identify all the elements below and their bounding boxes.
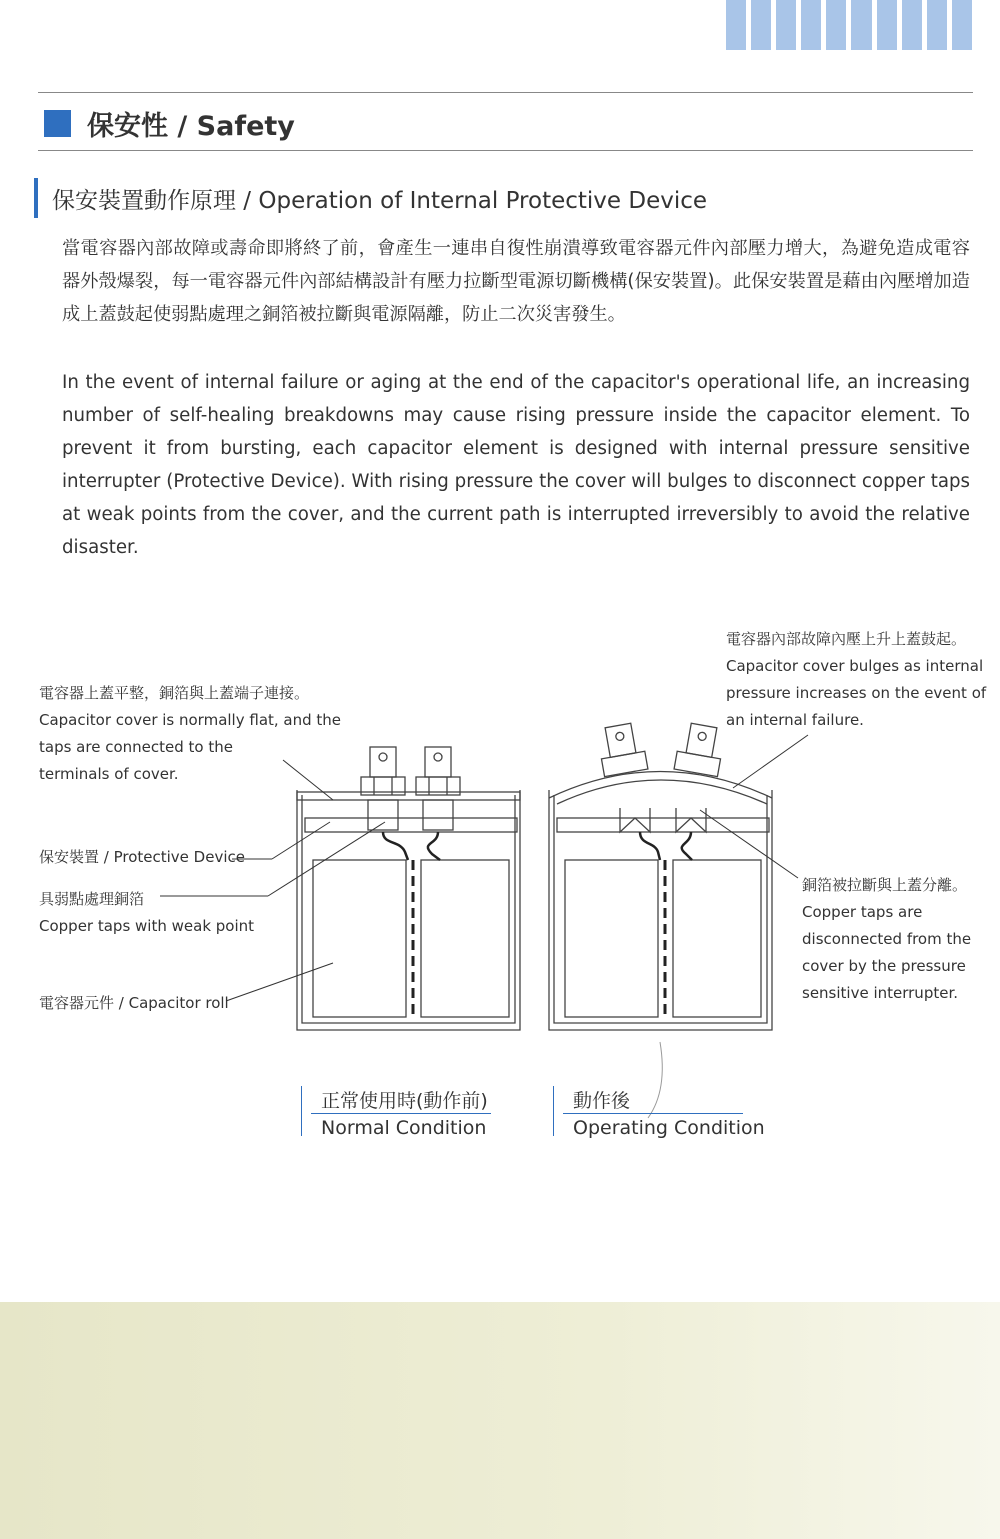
note-bulge-cover (726, 626, 986, 734)
paragraph-chinese: 當電容器內部故障或壽命即將終了前，會產生一連串自復性崩潰導致電容器元件內部壓力增大，為避免造成電容器外殼爆裂，每一電容器元件內部結構設計有壓力拉斷型電源切斷機構(保安裝置)。此保安裝置是藉由內壓增加造成上蓋鼓起使弱點處理之銅箔被拉斷與電源隔離，防止二次災害發生。 (62, 238, 970, 325)
label-protective-device: 保安裝置 / Protective Device (39, 848, 245, 866)
note-disconnected-en-3: cover by the pressure (802, 957, 966, 975)
section-title: 保安性 / Safety (87, 111, 295, 142)
note-bulge-cover-en-1: Capacitor cover bulges as internal (726, 657, 984, 675)
caption-operating (553, 1086, 765, 1139)
note-weak-point-zh: 具弱點處理銅箔 (39, 890, 145, 908)
header-stripes (726, 0, 972, 50)
note-disconnected (802, 872, 971, 1007)
blue-square-icon (44, 110, 71, 137)
note-bulge-cover-en-3: an internal failure. (726, 711, 864, 729)
subsection-title: 保安裝置動作原理 / Operation of Internal Protective Device (52, 187, 708, 214)
note-bulge-cover-en-2: pressure increases on the event of (726, 684, 987, 702)
label-capacitor-roll: 電容器元件 / Capacitor roll (39, 994, 229, 1012)
caption-normal-zh: 正常使用時(動作前) (321, 1090, 488, 1112)
note-weak-point-en: Copper taps with weak point (39, 917, 255, 935)
subsection-header (34, 178, 707, 218)
top-rule (38, 92, 973, 93)
section-rule (38, 150, 973, 151)
section-header (44, 104, 295, 143)
note-bulge-cover-zh: 電容器內部故障內壓上升上蓋鼓起。 (726, 630, 967, 648)
note-weak-point (39, 886, 254, 940)
note-disconnected-zh: 銅箔被拉斷與上蓋分離。 (802, 876, 968, 894)
subsection-bar (34, 178, 38, 218)
note-flat-cover-en-1: Capacitor cover is normally flat, and the (39, 711, 342, 729)
note-flat-cover-en-3: terminals of cover. (39, 765, 179, 783)
note-disconnected-en-4: sensitive interrupter. (802, 984, 959, 1002)
note-flat-cover (39, 680, 341, 788)
note-disconnected-en-2: disconnected from the (802, 930, 972, 948)
paragraph-english: In the event of internal failure or aging at the end of the capacitor's operational life, an increasing number of self-healing breakdowns may cause rising pressure inside the capacitor element. To prevent it from bursting, each capacitor element is designed with internal pressure sensitive interrupter (Protective Device). With rising pressure the cover will bulges to disconnect copper taps at weak points from the cover, and the current path is interrupted irreversibly to avoid the relative disaster. (62, 372, 970, 558)
normal-capacitor (297, 747, 520, 1030)
caption-normal-en: Normal Condition (321, 1117, 487, 1139)
note-flat-cover-en-2: taps are connected to the (39, 738, 233, 756)
operating-capacitor (549, 722, 772, 1030)
note-flat-cover-zh: 電容器上蓋平整，銅箔與上蓋端子連接。 (39, 684, 310, 702)
footer-band (0, 1302, 1000, 1539)
caption-operating-en: Operating Condition (573, 1117, 765, 1139)
caption-normal (301, 1086, 501, 1138)
note-disconnected-en-1: Copper taps are (802, 903, 923, 921)
caption-operating-zh: 動作後 (573, 1090, 631, 1112)
